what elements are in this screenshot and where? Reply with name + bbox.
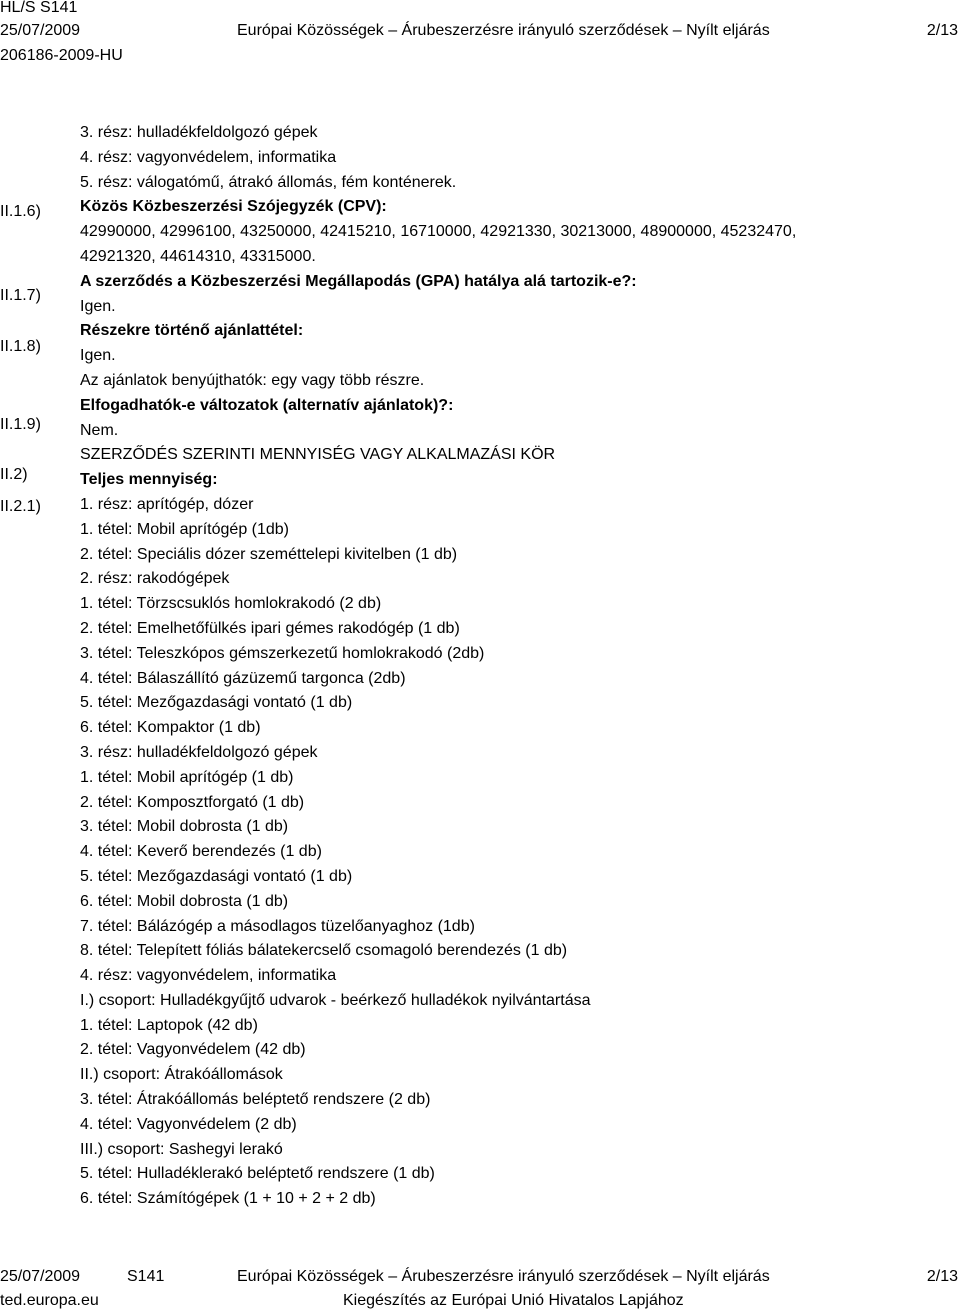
text-line: 42990000, 42996100, 43250000, 42415210, 16710000, 42921330, 30213000, 48900000, 45232470, xyxy=(80,223,797,241)
document-body xyxy=(80,121,796,1212)
text-line: 1. tétel: Mobil aprítógép (1db) xyxy=(80,520,290,538)
header-date: 25/07/2009 xyxy=(0,22,81,39)
text-line: III.) csoport: Sashegyi lerakó xyxy=(80,1140,283,1158)
text-line: Az ajánlatok benyújthatók: egy vagy több részre. xyxy=(80,371,425,389)
footer-supplement: Kiegészítés az Európai Unió Hivatalos Lapjához xyxy=(343,1292,684,1309)
text-line: 6. tétel: Kompaktor (1 db) xyxy=(80,719,261,737)
text-line: 2. rész: rakodógépek xyxy=(80,570,230,588)
footer-date: 25/07/2009 xyxy=(0,1268,81,1285)
text-line: 4. rész: vagyonvédelem, informatika xyxy=(80,967,337,985)
section-number: II.1.7) xyxy=(0,287,41,304)
text-line: 4. tétel: Keverő berendezés (1 db) xyxy=(80,843,322,861)
text-line: 5. rész: válogatómű, átrakó állomás, fém konténerek. xyxy=(80,173,457,191)
text-line: 2. tétel: Vagyonvédelem (42 db) xyxy=(80,1041,306,1059)
text-line: 3. tétel: Mobil dobrosta (1 db) xyxy=(80,818,289,836)
text-line: Nem. xyxy=(80,421,119,439)
text-line: II.) csoport: Átrakóállomások xyxy=(80,1066,283,1084)
text-line: 1. tétel: Mobil aprítógép (1 db) xyxy=(80,768,294,786)
text-line: 3. tétel: Teleszkópos gémszerkezetű homlokrakodó (2db) xyxy=(80,644,485,662)
text-line: Igen. xyxy=(80,347,116,365)
text-line: 5. tétel: Mezőgazdasági vontató (1 db) xyxy=(80,867,353,885)
text-line: 1. tétel: Törzscsuklós homlokrakodó (2 db) xyxy=(80,595,382,613)
footer-site: ted.europa.eu xyxy=(0,1292,99,1309)
text-line: 3. rész: hulladékfeldolgozó gépek xyxy=(80,124,318,141)
header-title: Európai Közösségek – Árubeszerzésre irányuló szerződések – Nyílt eljárás xyxy=(237,22,770,39)
text-line: 5. tétel: Mezőgazdasági vontató (1 db) xyxy=(80,694,353,712)
footer-page-number: 2/13 xyxy=(926,1268,958,1285)
text-line: A szerződés a Közbeszerzési Megállapodás (GPA) hatálya alá tartozik-e?: xyxy=(80,272,637,290)
text-line: 4. tétel: Vagyonvédelem (2 db) xyxy=(80,1115,297,1133)
text-line: 8. tétel: Telepített fóliás bálatekercselő csomagoló berendezés (1 db) xyxy=(80,942,568,960)
text-line: 3. rész: hulladékfeldolgozó gépek xyxy=(80,743,318,761)
text-line: 6. tétel: Mobil dobrosta (1 db) xyxy=(80,892,289,910)
text-line: SZERZŐDÉS SZERINTI MENNYISÉG VAGY ALKALMAZÁSI KÖR xyxy=(80,446,556,464)
text-line: Közös Közbeszerzési Szójegyzék (CPV): xyxy=(80,198,387,216)
text-line: I.) csoport: Hulladékgyűjtő udvarok - beérkező hulladékok nyilvántartása xyxy=(80,991,591,1009)
text-line: 2. tétel: Speciális dózer szeméttelepi kivitelben (1 db) xyxy=(80,545,458,563)
section-number: II.2) xyxy=(0,466,28,483)
text-line: Részekre történő ajánlattétel: xyxy=(80,322,304,340)
text-line: 4. tétel: Bálaszállító gázüzemű targonca (2db) xyxy=(80,669,406,687)
header-doc-number: 206186-2009-HU xyxy=(0,47,123,64)
text-line: 7. tétel: Bálázógép a másodlagos tüzelőanyaghoz (1db) xyxy=(80,917,475,935)
text-line: 6. tétel: Számítógépek (1 + 10 + 2 + 2 db) xyxy=(80,1190,376,1208)
text-line: 1. rész: aprítógép, dózer xyxy=(80,495,254,513)
text-line: 4. rész: vagyonvédelem, informatika xyxy=(80,148,337,166)
text-line: 1. tétel: Laptopok (42 db) xyxy=(80,1016,258,1034)
text-line: 42921320, 44614310, 43315000. xyxy=(80,247,316,265)
text-line: 3. tétel: Átrakóállomás beléptető rendszere (2 db) xyxy=(80,1091,431,1109)
text-line: 2. tétel: Emelhetőfülkés ipari gémes rakodógép (1 db) xyxy=(80,619,460,637)
header-page-number: 2/13 xyxy=(926,22,958,39)
section-number: II.1.8) xyxy=(0,338,41,355)
section-number: II.1.6) xyxy=(0,203,41,220)
text-line: 2. tétel: Komposztforgató (1 db) xyxy=(80,793,305,811)
footer-series: S141 xyxy=(127,1268,165,1285)
text-line: Elfogadhatók-e változatok (alternatív ajánlatok)?: xyxy=(80,396,454,414)
section-number: II.2.1) xyxy=(0,498,41,515)
section-number: II.1.9) xyxy=(0,416,41,433)
text-line: Teljes mennyiség: xyxy=(80,471,218,489)
header-series: HL/S S141 xyxy=(0,0,78,16)
footer-title: Európai Közösségek – Árubeszerzésre irányuló szerződések – Nyílt eljárás xyxy=(237,1268,770,1285)
text-line: Igen. xyxy=(80,297,116,315)
text-line: 5. tétel: Hulladéklerakó beléptető rendszere (1 db) xyxy=(80,1165,435,1183)
